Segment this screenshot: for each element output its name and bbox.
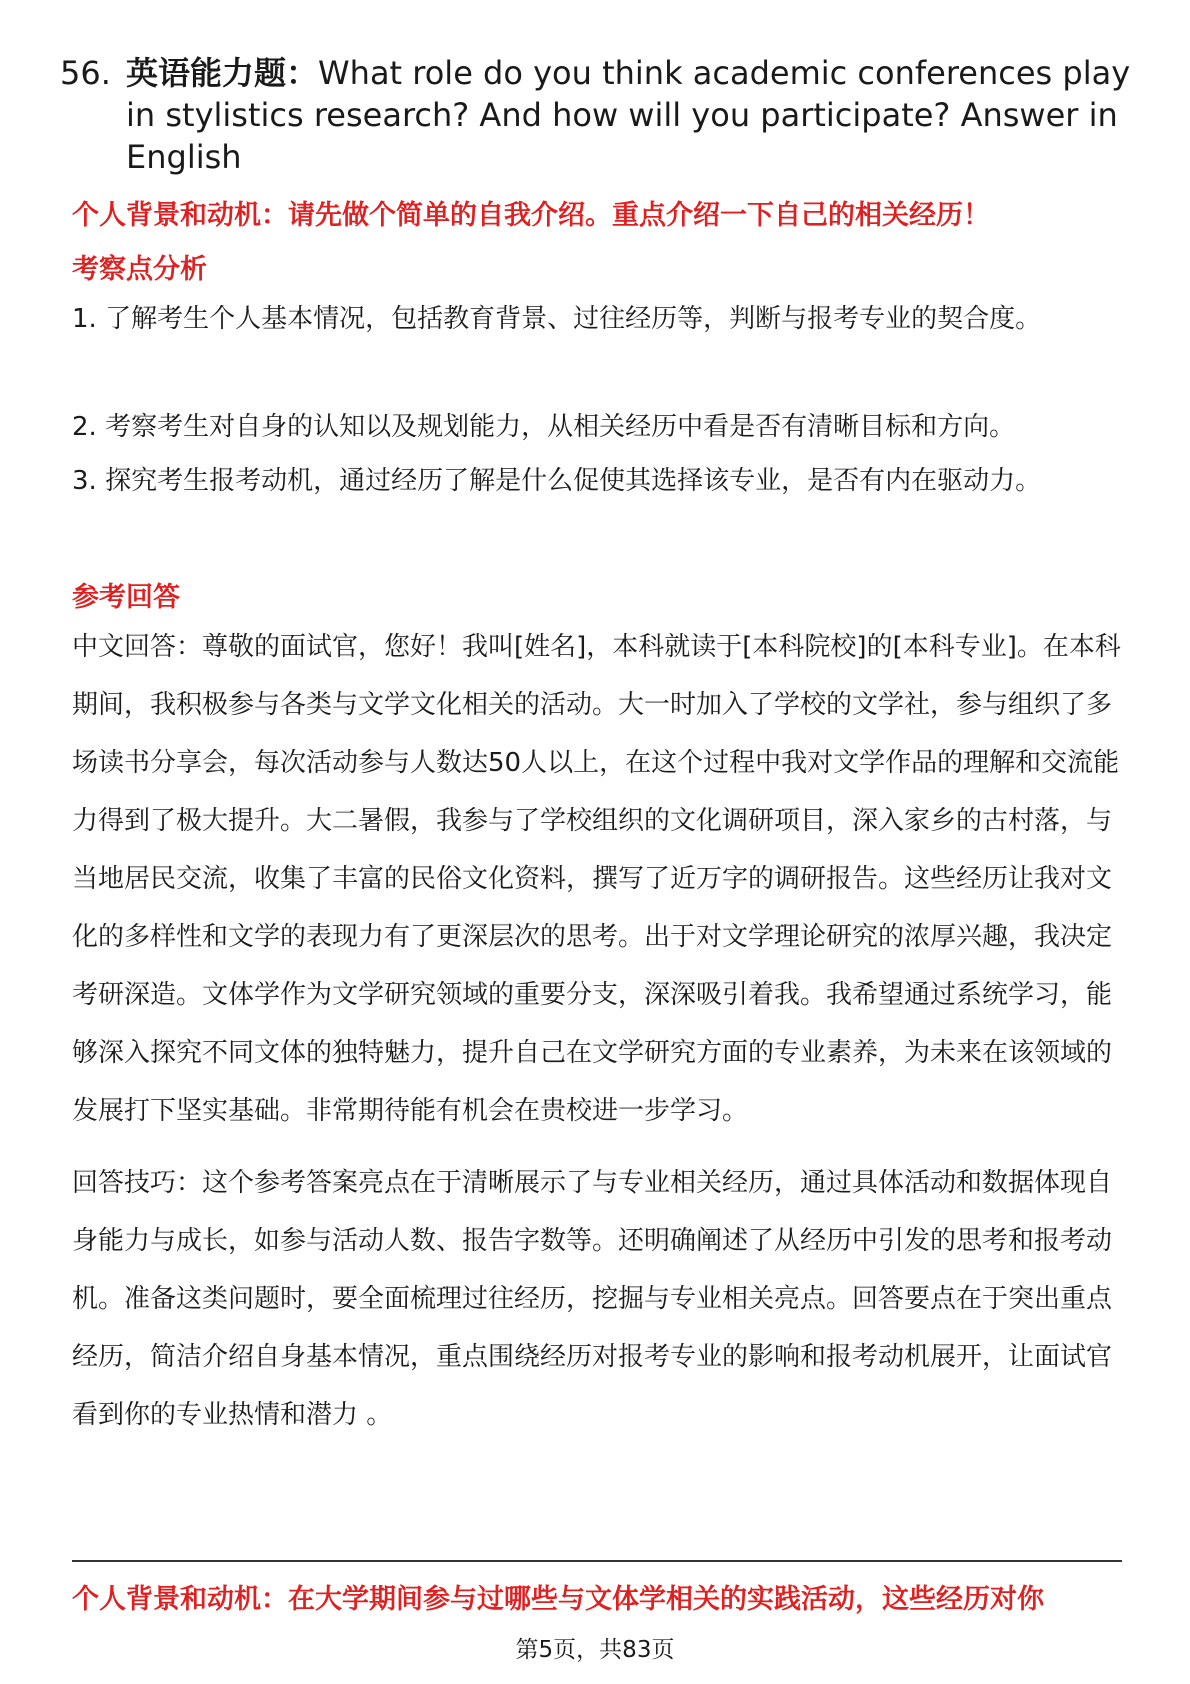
section-title-practice: 个人背景和动机：在大学期间参与过哪些与文体学相关的实践活动，这些经历对你 — [72, 1584, 1044, 1615]
analysis-heading: 考察点分析 — [72, 254, 207, 285]
question-56 — [60, 52, 1140, 178]
question-text: What role do you think academic conferences play in stylistics research? And how will you participate? Answer in English — [126, 54, 1131, 176]
analysis-point-2: 2. 考察考生对自身的认知以及规划能力，从相关经历中看是否有清晰目标和方向。 — [72, 412, 1016, 442]
reference-answer: 中文回答：尊敬的面试官，您好！我叫[姓名]，本科就读于[本科院校]的[本科专业]。在本科期间，我积极参与各类与文学文化相关的活动。大一时加入了学校的文学社，参与组织了多场读书分享会，每次活动参与人数达50人以上，在这个过程中我对文学作品的理解和交流能力得到了极大提升。大二暑假，我参与了学校组织的文化调研项目，深入家乡的古村落，与当地居民交流，收集了丰富的民俗文化资料，撰写了近万字的调研报告。这些经历让我对文化的多样性和文学的表现力有了更深层次的思考。出于对文学理论研究的浓厚兴趣，我决定考研深造。文体学作为文学研究领域的重要分支，深深吸引着我。我希望通过系统学习，能够深入探究不同文体的独特魅力，提升自己在文学研究方面的专业素养，为未来在该领域的发展打下坚实基础。非常期待能有机会在贵校进一步学习。 — [72, 632, 1121, 1126]
answer-tips: 回答技巧：这个参考答案亮点在于清晰展示了与专业相关经历，通过具体活动和数据体现自身能力与成长，如参与活动人数、报告字数等。还明确阐述了从经历中引发的思考和报考动机。准备这类问题时，要全面梳理过往经历，挖掘与专业相关亮点。回答要点在于突出重点经历，简洁介绍自身基本情况，重点围绕经历对报考专业的影响和报考动机展开，让面试官看到你的专业热情和潜力 。 — [72, 1168, 1113, 1430]
question-body — [126, 52, 1140, 178]
reference-heading: 参考回答 — [72, 582, 180, 613]
page-number: 第5页，共83页 — [515, 1637, 675, 1663]
analysis-point-1: 1. 了解考生个人基本情况，包括教育背景、过往经历等，判断与报考专业的契合度。 — [72, 304, 1042, 334]
section-title-self-intro: 个人背景和动机：请先做个简单的自我介绍。重点介绍一下自己的相关经历！ — [72, 200, 990, 231]
question-number: 56. — [60, 54, 111, 92]
analysis-point-3: 3. 探究考生报考动机，通过经历了解是什么促使其选择该专业，是否有内在驱动力。 — [72, 466, 1042, 496]
section-divider — [72, 1560, 1122, 1562]
question-label: 英语能力题： — [126, 54, 319, 92]
